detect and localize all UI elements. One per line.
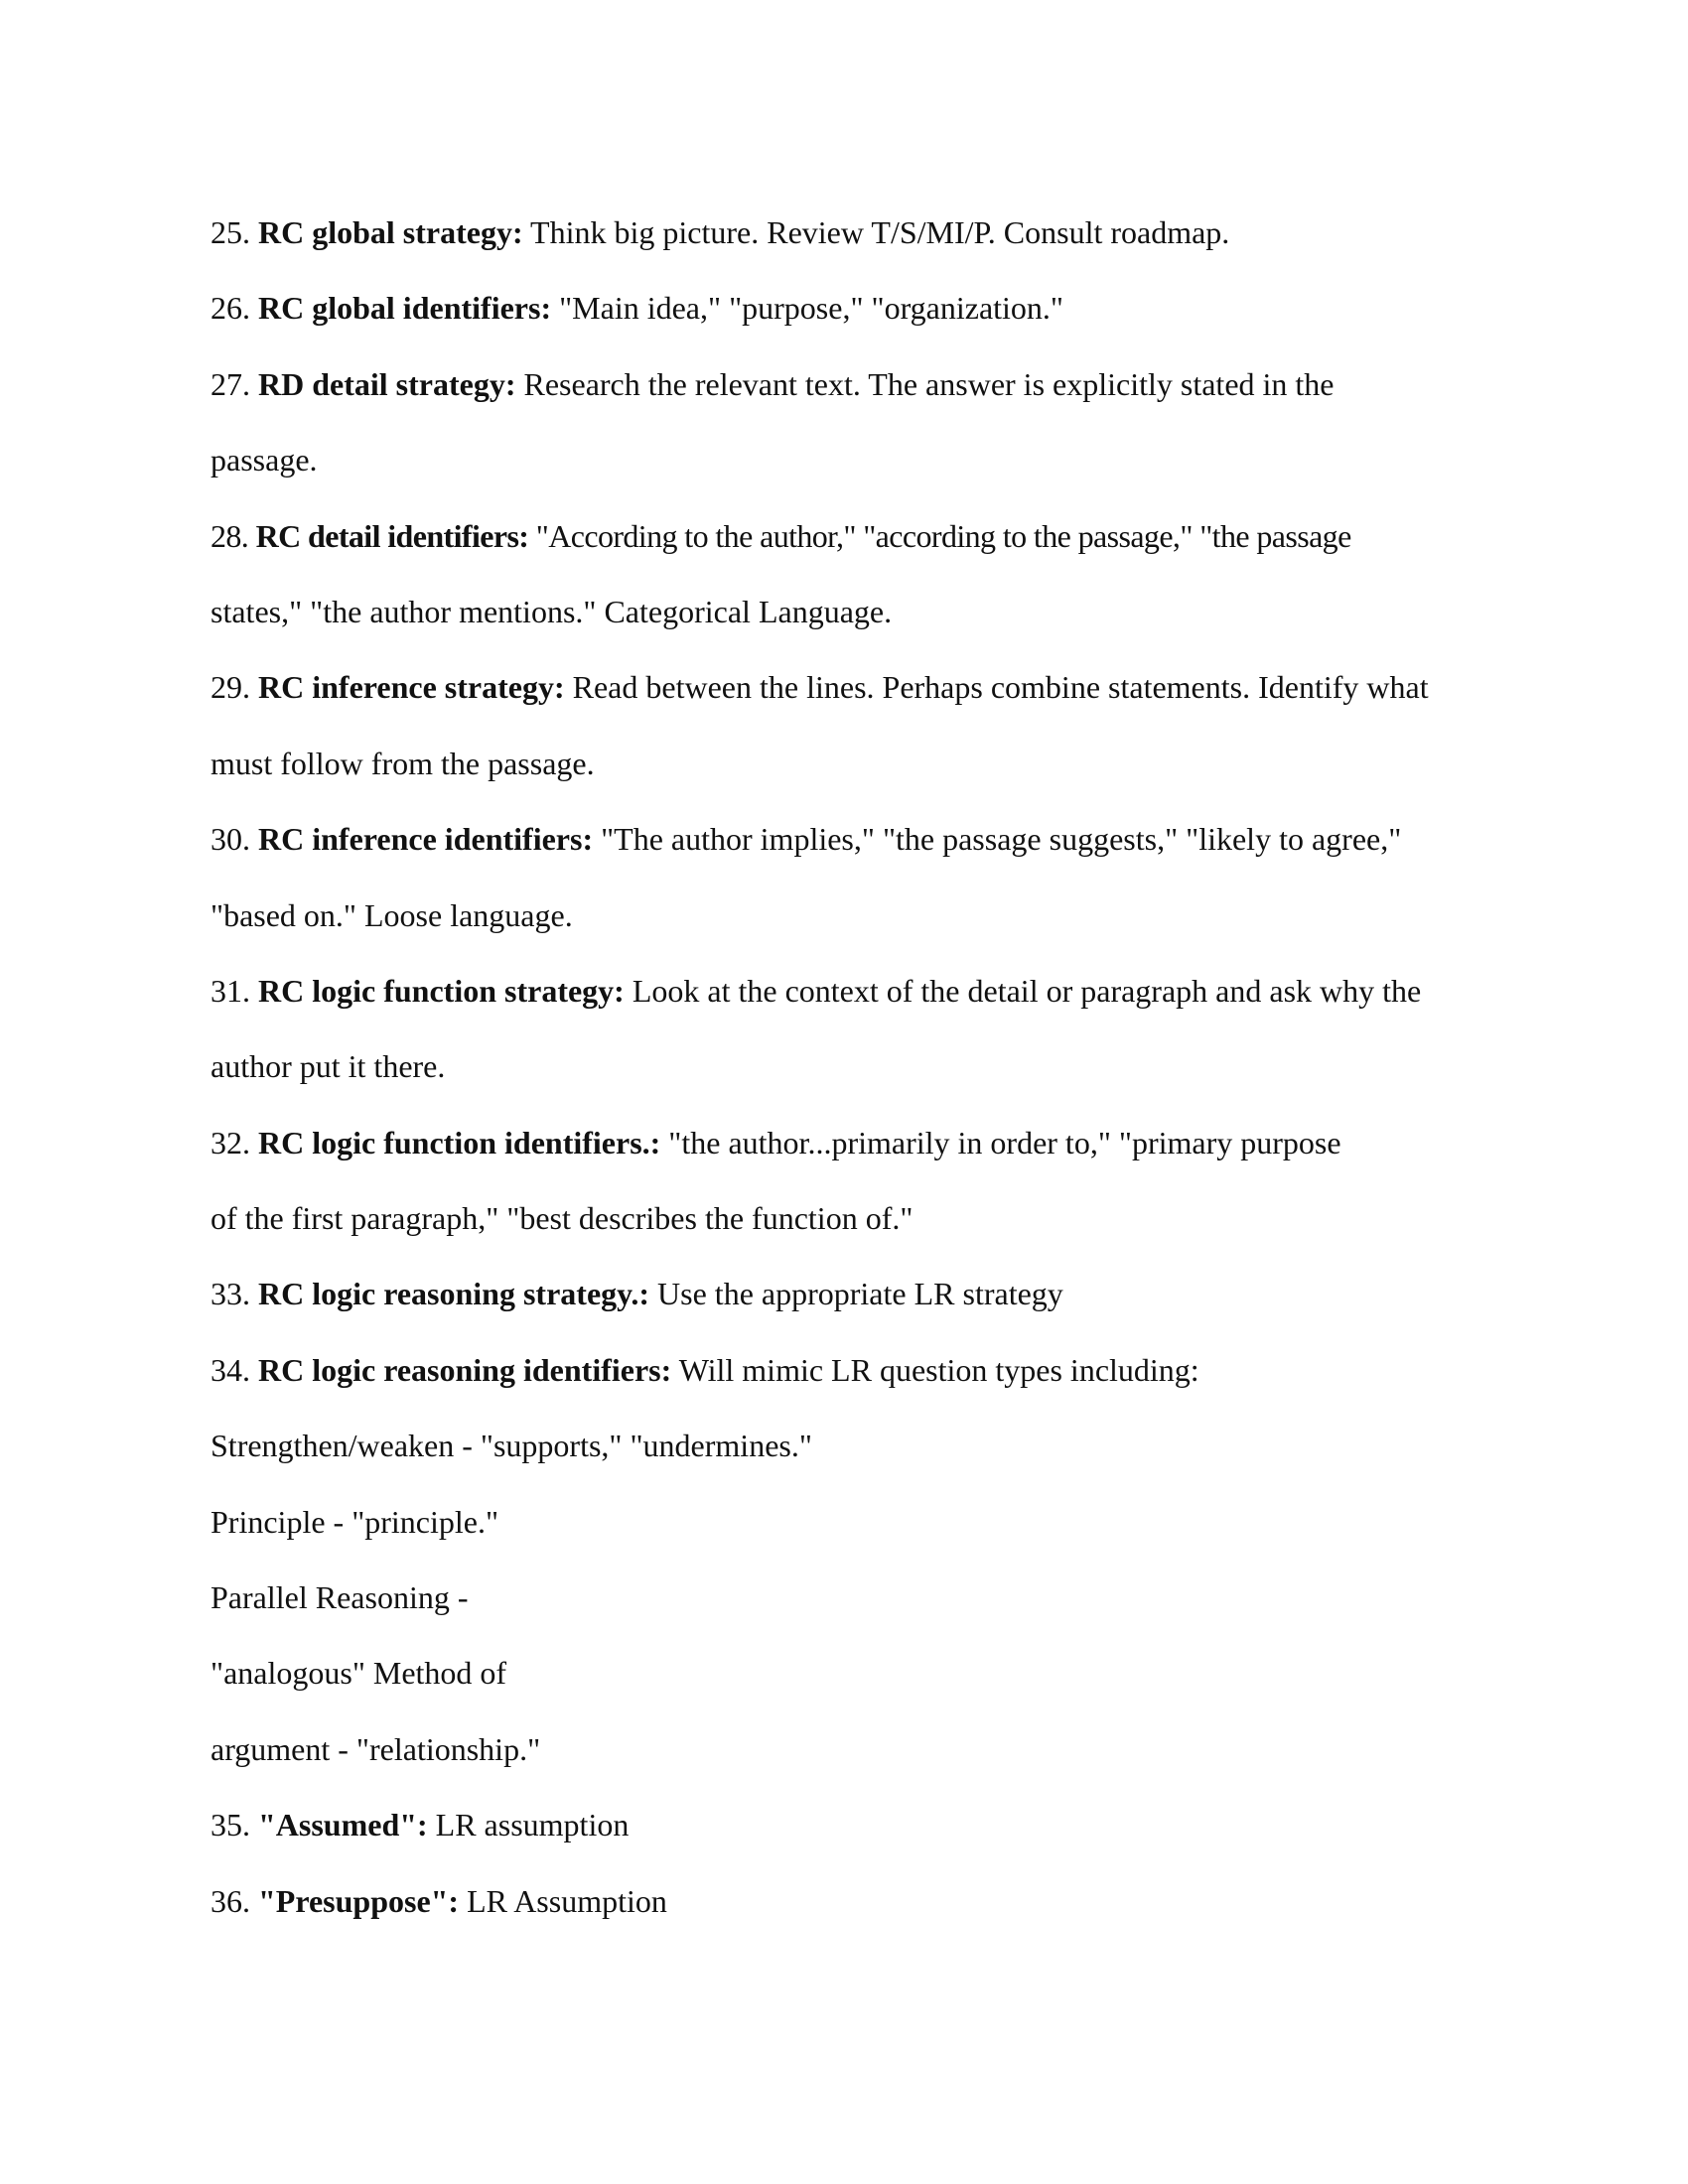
list-item-34 bbox=[211, 1332, 1491, 1408]
item-term: "Assumed": bbox=[258, 1807, 428, 1843]
list-item-26 bbox=[211, 270, 1491, 345]
item-text: Strengthen/weaken - "supports," "undermines." bbox=[211, 1428, 812, 1464]
item-text: Use the appropriate LR strategy bbox=[649, 1276, 1063, 1312]
item-text: "The author implies," "the passage suggests," "likely to agree," bbox=[593, 821, 1402, 858]
item-text: "According to the author," "according to the passage," "the passage bbox=[528, 517, 1351, 554]
item-text: Think big picture. Review T/S/MI/P. Consult roadmap. bbox=[522, 214, 1230, 250]
item-text: Read between the lines. Perhaps combine statements. Identify what bbox=[564, 669, 1429, 706]
item-number: 35. bbox=[211, 1807, 250, 1843]
item-text: argument - "relationship." bbox=[211, 1730, 541, 1767]
item-number: 30. bbox=[211, 821, 250, 858]
item-text: of the first paragraph," "best describes the function of." bbox=[211, 1200, 914, 1237]
item-text: "Main idea," "purpose," "organization." bbox=[551, 290, 1063, 327]
list-item-28 bbox=[211, 498, 1491, 574]
item-text: Parallel Reasoning - bbox=[211, 1579, 469, 1616]
item-term: "Presuppose": bbox=[258, 1882, 460, 1919]
item-term: RC global strategy: bbox=[258, 214, 523, 250]
list-item-27 bbox=[211, 346, 1491, 422]
list-item-27-continuation bbox=[211, 422, 1491, 497]
item-term: RC inference strategy: bbox=[258, 669, 565, 706]
item-text: "the author...primarily in order to," "primary purpose bbox=[660, 1124, 1341, 1160]
item-text: author put it there. bbox=[211, 1048, 446, 1085]
item-text: "based on." Loose language. bbox=[211, 896, 573, 933]
item-text: "analogous" Method of bbox=[211, 1655, 507, 1692]
document-body bbox=[211, 195, 1491, 1939]
list-item-36 bbox=[211, 1863, 1491, 1939]
list-item-30-continuation bbox=[211, 878, 1491, 953]
item-number: 27. bbox=[211, 365, 250, 402]
list-item-32-continuation bbox=[211, 1180, 1491, 1256]
item-number: 31. bbox=[211, 972, 250, 1009]
item-text: LR Assumption bbox=[459, 1882, 667, 1919]
list-item-34-sub-analogous bbox=[211, 1635, 1491, 1710]
item-term: RD detail strategy: bbox=[258, 365, 516, 402]
list-item-25 bbox=[211, 195, 1491, 270]
list-item-29-continuation bbox=[211, 726, 1491, 801]
list-item-32 bbox=[211, 1105, 1491, 1180]
item-number: 34. bbox=[211, 1351, 250, 1388]
item-term: RC logic reasoning identifiers: bbox=[258, 1351, 672, 1388]
item-number: 28. bbox=[211, 517, 249, 554]
list-item-35 bbox=[211, 1787, 1491, 1862]
item-number: 32. bbox=[211, 1124, 250, 1160]
list-item-34-sub-argument bbox=[211, 1711, 1491, 1787]
item-term: RC detail identifiers: bbox=[255, 517, 529, 554]
list-item-28-continuation bbox=[211, 574, 1491, 649]
list-item-34-sub-principle bbox=[211, 1484, 1491, 1560]
item-text: LR assumption bbox=[427, 1807, 630, 1843]
item-term: RC inference identifiers: bbox=[258, 821, 594, 858]
item-number: 33. bbox=[211, 1276, 250, 1312]
item-term: RC logic function strategy: bbox=[258, 972, 625, 1009]
item-text: must follow from the passage. bbox=[211, 745, 595, 781]
item-text: Look at the context of the detail or paragraph and ask why the bbox=[624, 972, 1422, 1009]
item-text: Will mimic LR question types including: bbox=[671, 1351, 1199, 1388]
item-text: Principle - "principle." bbox=[211, 1503, 499, 1540]
item-number: 25. bbox=[211, 214, 250, 250]
list-item-31-continuation bbox=[211, 1028, 1491, 1104]
item-term: RC global identifiers: bbox=[258, 290, 552, 327]
list-item-30 bbox=[211, 801, 1491, 877]
item-number: 26. bbox=[211, 290, 250, 327]
item-term: RC logic reasoning strategy.: bbox=[258, 1276, 650, 1312]
item-number: 29. bbox=[211, 669, 250, 706]
list-item-33 bbox=[211, 1256, 1491, 1331]
list-item-31 bbox=[211, 953, 1491, 1028]
item-text: passage. bbox=[211, 442, 318, 478]
list-item-34-sub-strengthen bbox=[211, 1408, 1491, 1483]
item-text: Research the relevant text. The answer is explicitly stated in the bbox=[515, 365, 1335, 402]
item-number: 36. bbox=[211, 1882, 250, 1919]
list-item-34-sub-parallel bbox=[211, 1560, 1491, 1635]
item-term: RC logic function identifiers.: bbox=[258, 1124, 661, 1160]
list-item-29 bbox=[211, 649, 1491, 725]
item-text: states," "the author mentions." Categorical Language. bbox=[211, 593, 893, 629]
